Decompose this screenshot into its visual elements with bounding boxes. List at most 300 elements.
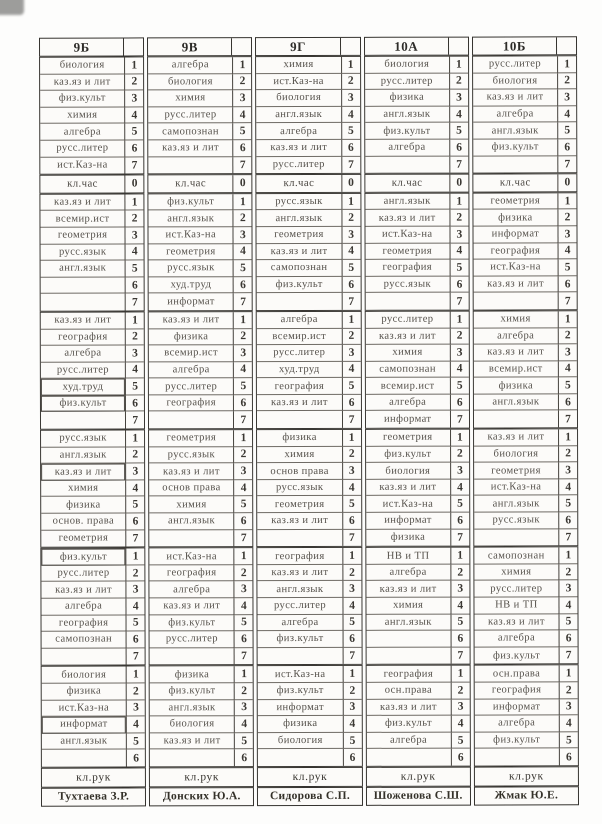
lesson-row <box>366 446 469 463</box>
subject-cell: англ.язык <box>258 581 342 598</box>
lesson-row <box>258 666 361 683</box>
lesson-row <box>41 530 144 547</box>
lesson-row <box>258 496 361 513</box>
class-header <box>255 37 360 56</box>
period-cell: 2 <box>234 683 253 700</box>
subject-cell <box>41 277 125 294</box>
lesson-row <box>40 91 143 108</box>
lesson-row <box>149 497 252 514</box>
lesson-row <box>42 632 145 649</box>
day-block <box>365 429 471 547</box>
lesson-row <box>366 699 469 716</box>
lesson-row <box>40 227 143 244</box>
period-cell: 7 <box>341 293 360 310</box>
subject-cell: худ.труд <box>41 379 125 396</box>
subject-cell: биология <box>473 73 557 90</box>
lesson-row <box>257 395 360 412</box>
lesson-row <box>41 480 144 497</box>
lesson-row <box>150 615 253 632</box>
lesson-row <box>40 157 143 174</box>
period-cell: 5 <box>449 260 468 277</box>
subject-cell: алгебра <box>257 123 341 140</box>
subject-cell <box>257 293 341 310</box>
lesson-row <box>473 139 576 156</box>
class-hour-block <box>256 174 361 193</box>
subject-cell: НВ и ТП <box>366 548 450 565</box>
lesson-row <box>474 564 577 581</box>
lesson-row <box>257 430 360 447</box>
period-cell: 7 <box>233 157 252 174</box>
period-cell: 1 <box>126 549 145 566</box>
subject-cell: география <box>150 565 234 582</box>
subject-cell: ист.Каз-на <box>149 227 233 244</box>
period-cell: 4 <box>450 361 469 378</box>
period-cell: 7 <box>558 411 577 428</box>
lesson-row <box>366 430 469 447</box>
subject-cell: англ.язык <box>41 447 125 464</box>
teacher-name: Жмак Ю.Е. <box>474 786 579 805</box>
subject-cell: ист.Каз-на <box>42 700 126 717</box>
subject-cell: русс.язык <box>149 260 233 277</box>
subject-cell: геометрия <box>365 243 449 260</box>
period-cell: 3 <box>233 345 252 362</box>
period-cell: 2 <box>125 211 144 228</box>
period-cell: 5 <box>342 733 361 750</box>
period-cell: 1 <box>449 57 468 74</box>
period-cell: 6 <box>449 140 468 157</box>
class-hour-cell: кл.час <box>499 176 531 189</box>
lesson-row <box>258 699 361 716</box>
subject-cell: англ.язык <box>473 123 557 140</box>
lesson-row <box>41 277 144 294</box>
period-cell: 2 <box>232 74 251 91</box>
day-block <box>472 55 578 173</box>
period-cell: 6 <box>341 277 360 294</box>
day-block <box>148 311 254 429</box>
lesson-row <box>149 194 252 211</box>
lesson-row <box>148 57 251 74</box>
lesson-row <box>366 548 469 565</box>
period-cell: 5 <box>451 732 470 749</box>
subject-cell: география <box>258 548 342 565</box>
period-cell: 7 <box>449 156 468 173</box>
day-block <box>472 192 578 310</box>
class-hour-cell: кл.час <box>67 178 98 191</box>
subject-cell: русс.литер <box>41 565 125 582</box>
period-cell: 7 <box>449 293 468 310</box>
subject-cell <box>258 749 342 766</box>
period-cell: 5 <box>342 614 361 631</box>
class-hour-row <box>257 175 360 192</box>
lesson-row <box>149 244 252 261</box>
period-cell: 4 <box>233 244 252 261</box>
lesson-row <box>257 227 360 244</box>
lesson-row <box>365 193 468 210</box>
subject-cell: биология <box>40 57 124 74</box>
period-cell: 3 <box>341 227 360 244</box>
subject-cell: ист.Каз-на <box>256 74 340 91</box>
subject-cell <box>365 156 449 173</box>
subject-cell: русс.язык <box>365 276 449 293</box>
subject-cell: геометрия <box>474 463 558 480</box>
subject-cell: алгебра <box>474 631 558 648</box>
lesson-row <box>474 597 577 614</box>
period-cell: 6 <box>342 631 361 648</box>
lesson-row <box>475 715 578 732</box>
subject-cell: ист.Каз-на <box>150 548 234 565</box>
period-cell: 3 <box>233 227 252 244</box>
subject-cell <box>366 647 450 664</box>
lesson-row <box>150 667 253 684</box>
period-cell: 7 <box>234 530 253 547</box>
period-cell: 3 <box>125 227 144 244</box>
period-cell: 2 <box>449 210 468 227</box>
period-cell: 1 <box>342 666 361 683</box>
period-cell: 2 <box>233 329 252 346</box>
subject-cell <box>475 749 559 766</box>
period-cell: 6 <box>558 512 577 529</box>
lesson-row <box>149 210 252 227</box>
period-cell: 7 <box>126 648 145 665</box>
period-cell: 5 <box>126 615 145 632</box>
subject-cell: русс.литер <box>40 140 124 157</box>
subject-cell: каз.яз и лит <box>41 464 125 481</box>
subject-cell: информат <box>383 413 432 426</box>
period-cell: 3 <box>341 345 360 362</box>
subject-cell: русс.язык <box>149 447 233 464</box>
subject-cell: алгебра <box>258 615 342 632</box>
period-cell: 4 <box>558 243 577 260</box>
period-cell: 4 <box>559 715 578 732</box>
subject-cell: информат <box>258 699 342 716</box>
subject-cell: геометрия <box>149 244 233 261</box>
class-header-period-cell <box>340 38 360 55</box>
subject-cell: русс.язык <box>258 480 342 497</box>
period-cell: 0 <box>341 175 360 192</box>
subject-cell: химия <box>256 57 340 74</box>
period-cell: 1 <box>124 57 143 74</box>
subject-cell: каз.яз и лит <box>473 276 557 293</box>
lesson-row <box>474 446 577 463</box>
subject-cell: химия <box>149 497 233 514</box>
lesson-row <box>41 464 144 481</box>
lesson-row <box>258 631 361 648</box>
lesson-row <box>473 156 576 173</box>
teacher-name: Тухтаева З.Р. <box>41 787 146 806</box>
period-cell: 7 <box>341 156 360 173</box>
subject-cell: физ.культ <box>258 683 342 700</box>
subject-cell: алгебра <box>366 732 450 749</box>
lesson-row <box>150 700 253 717</box>
subject-cell: каз.яз и лит <box>473 90 557 107</box>
lesson-row <box>258 614 361 631</box>
period-cell: 4 <box>342 480 361 497</box>
lesson-row <box>474 581 577 598</box>
lesson-row <box>149 378 252 395</box>
period-cell: 1 <box>450 548 469 565</box>
subject-cell: алгебра <box>365 140 449 157</box>
lesson-row <box>149 530 252 547</box>
subject-cell: русс.язык <box>474 512 558 529</box>
lesson-row <box>149 227 252 244</box>
lesson-row <box>474 344 577 361</box>
lesson-row <box>41 362 144 379</box>
subject-cell: каз.яз и лит <box>366 479 450 496</box>
lesson-row <box>150 648 253 665</box>
lesson-row <box>257 447 360 464</box>
period-cell: 2 <box>558 328 577 345</box>
period-cell: 5 <box>125 497 144 514</box>
day-block <box>473 428 579 546</box>
period-cell: 1 <box>450 311 469 328</box>
lesson-row <box>258 513 361 530</box>
period-cell: 5 <box>450 614 469 631</box>
subject-cell: алгебра <box>41 346 125 363</box>
subject-cell: алгебра <box>474 328 558 345</box>
day-block <box>149 547 255 665</box>
subject-cell: биология <box>474 446 558 463</box>
lesson-row <box>365 260 468 277</box>
lesson-row <box>366 463 469 480</box>
period-cell: 2 <box>449 73 468 90</box>
period-cell: 4 <box>342 716 361 733</box>
lesson-row <box>366 666 469 683</box>
period-cell: 4 <box>233 362 252 379</box>
subject-cell: самопознан <box>257 260 341 277</box>
period-cell: 7 <box>234 648 253 665</box>
subject-cell: каз.яз и лит <box>365 210 449 227</box>
lesson-row <box>366 614 469 631</box>
subject-cell: каз.яз и лит <box>40 74 124 91</box>
period-cell: 2 <box>126 565 145 582</box>
subject-cell: самопознан <box>474 548 558 565</box>
lesson-row <box>41 379 144 396</box>
period-cell: 2 <box>557 210 576 227</box>
subject-cell: русс.язык <box>41 244 125 261</box>
subject-cell: физика <box>365 90 449 107</box>
subject-cell: алгебра <box>366 564 450 581</box>
subject-cell: химия <box>366 598 450 615</box>
period-cell: 3 <box>234 463 253 480</box>
period-cell: 4 <box>125 244 144 261</box>
period-cell: 6 <box>451 749 470 766</box>
period-cell: 1 <box>125 194 144 211</box>
subject-cell <box>41 294 125 311</box>
period-cell: 5 <box>125 379 144 396</box>
subject-cell: геометрия <box>40 227 124 244</box>
subject-cell: биология <box>366 463 450 480</box>
lesson-row <box>257 140 360 157</box>
lesson-row <box>366 581 469 598</box>
lesson-row <box>257 107 360 124</box>
klruk-cell: кл.рук <box>474 766 579 786</box>
subject-cell: всемир.ист <box>365 378 449 395</box>
lesson-row <box>257 378 360 395</box>
period-cell: 3 <box>450 345 469 362</box>
period-cell: 7 <box>450 529 469 546</box>
day-block <box>364 192 470 310</box>
subject-cell: информат <box>167 296 215 308</box>
period-cell: 4 <box>234 480 253 497</box>
period-cell: 3 <box>125 346 144 363</box>
subject-cell: всемир.ист <box>257 328 341 345</box>
lesson-row <box>40 107 143 124</box>
lesson-row <box>366 394 469 411</box>
subject-cell <box>366 749 450 766</box>
subject-cell: русс.язык <box>41 431 125 448</box>
subject-cell: русс.литер <box>41 362 125 379</box>
period-cell: 2 <box>559 682 578 699</box>
class-header <box>472 36 577 55</box>
period-cell: 1 <box>557 193 576 210</box>
lesson-row <box>365 227 468 244</box>
period-cell: 3 <box>342 581 361 598</box>
lesson-row <box>258 733 361 750</box>
subject-cell: химия <box>474 564 558 581</box>
lesson-row <box>475 699 578 716</box>
subject-cell: англ.язык <box>257 210 341 227</box>
lesson-row <box>257 411 360 428</box>
lesson-row <box>257 260 360 277</box>
lesson-row <box>257 293 360 310</box>
lesson-row <box>473 89 576 106</box>
period-cell: 1 <box>559 666 578 683</box>
period-cell: 3 <box>451 699 470 716</box>
subject-cell: русс.литер <box>257 345 341 362</box>
period-cell: 7 <box>342 411 361 428</box>
subject-cell: каз.яз и лит <box>41 582 125 599</box>
period-cell: 7 <box>559 647 578 664</box>
subject-cell: русс.литер <box>258 598 342 615</box>
class-hour-row <box>365 175 468 192</box>
period-cell: 6 <box>559 749 578 766</box>
period-cell: 5 <box>234 497 253 514</box>
period-cell: 5 <box>557 123 576 140</box>
period-cell: 3 <box>341 90 360 107</box>
period-cell: 6 <box>125 395 144 412</box>
period-cell: 6 <box>450 394 469 411</box>
subject-cell <box>473 293 557 310</box>
klruk-cell: кл.рук <box>41 767 146 787</box>
lesson-row <box>366 716 469 733</box>
subject-cell: каз.яз и лит <box>474 344 558 361</box>
period-cell: 4 <box>125 480 144 497</box>
lesson-row <box>366 732 469 749</box>
period-cell: 2 <box>558 446 577 463</box>
lesson-row <box>150 716 253 733</box>
subject-cell: англ.язык <box>150 700 234 717</box>
subject-cell: каз.яз и лит <box>474 429 558 446</box>
period-cell: 2 <box>557 73 576 90</box>
class-name: 10А <box>394 38 419 54</box>
subject-cell: информат <box>42 717 126 734</box>
lesson-row <box>258 581 361 598</box>
subject-cell <box>150 750 234 767</box>
day-block <box>256 193 362 311</box>
day-block <box>148 193 254 311</box>
lesson-row <box>258 716 361 733</box>
period-cell: 5 <box>233 260 252 277</box>
period-cell: 4 <box>341 243 360 260</box>
period-cell: 2 <box>450 564 469 581</box>
period-cell: 4 <box>233 107 252 124</box>
period-cell: 4 <box>451 716 470 733</box>
period-cell: 3 <box>126 700 145 717</box>
class-column <box>39 37 146 806</box>
subject-cell: физика <box>42 683 126 700</box>
period-cell: 1 <box>341 312 360 329</box>
subject-cell: основ права <box>258 463 342 480</box>
lesson-row <box>149 395 252 412</box>
class-column <box>255 37 362 806</box>
lesson-row <box>149 430 252 447</box>
period-cell: 1 <box>125 312 144 329</box>
period-cell: 2 <box>233 447 252 464</box>
lesson-row <box>258 548 361 565</box>
period-cell: 6 <box>558 276 577 293</box>
subject-cell: биология <box>42 667 126 684</box>
period-cell: 5 <box>450 378 469 395</box>
class-hour-cell: кл.час <box>391 177 423 190</box>
lesson-row <box>257 345 360 362</box>
teacher-name: Сидорова С.П. <box>257 786 362 805</box>
subject-cell: информат <box>473 226 557 243</box>
subject-cell: алгебра <box>366 395 450 412</box>
lesson-row <box>149 463 252 480</box>
lesson-row <box>474 548 577 565</box>
period-cell: 6 <box>450 513 469 530</box>
subject-cell: худ.труд <box>257 362 341 379</box>
subject-cell: химия <box>257 447 341 464</box>
lesson-row <box>42 717 145 734</box>
subject-cell: ист.Каз-на <box>473 259 557 276</box>
lesson-row <box>258 463 361 480</box>
period-cell: 1 <box>449 193 468 210</box>
lesson-row <box>42 750 145 767</box>
subject-cell: физ.культ <box>475 732 559 749</box>
subject-cell <box>474 411 558 428</box>
period-cell: 7 <box>125 157 144 174</box>
period-cell: 5 <box>233 124 252 141</box>
subject-cell: каз.яз и лит <box>149 312 233 329</box>
period-cell: 4 <box>341 362 360 379</box>
period-cell: 1 <box>232 57 251 74</box>
subject-cell <box>258 648 342 665</box>
subject-cell: геометрия <box>257 227 341 244</box>
subject-cell: русс.литер <box>150 631 234 648</box>
period-cell: 6 <box>124 140 143 157</box>
lesson-row <box>474 479 577 496</box>
subject-cell: алгебра <box>150 582 234 599</box>
subject-cell: англ.язык <box>474 496 558 513</box>
lesson-row <box>366 529 469 546</box>
subject-cell: каз.яз и лит <box>150 733 234 750</box>
subject-cell: алгебра <box>41 598 125 615</box>
lesson-row <box>365 328 468 345</box>
period-cell: 6 <box>233 277 252 294</box>
subject-cell: англ.язык <box>366 614 450 631</box>
subject-cell: основ права <box>149 480 233 497</box>
period-cell: 3 <box>342 463 361 480</box>
lesson-row <box>473 259 576 276</box>
subject-cell: англ.язык <box>365 106 449 123</box>
subject-cell: всемир.ист <box>474 361 558 378</box>
subject-cell: англ.язык <box>474 394 558 411</box>
lesson-row <box>365 156 468 173</box>
period-cell: 1 <box>234 667 253 684</box>
period-cell: 5 <box>558 378 577 395</box>
lesson-row <box>365 57 468 74</box>
